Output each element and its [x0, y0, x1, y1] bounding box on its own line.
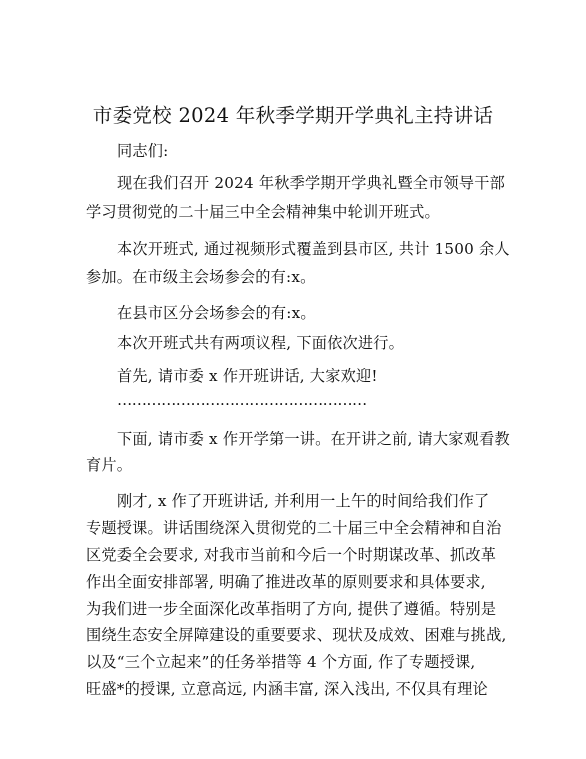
paragraph-3-line-1: 在县市区分会场参会的有:x。	[117, 304, 316, 322]
paragraph-4-line-1: 本次开班式共有两项议程, 下面依次进行。	[117, 334, 405, 352]
paragraph-1-line-1: 现在我们召开 2024 年秋季学期开学典礼暨全市领导干部	[117, 174, 506, 192]
paragraph-7-line-7: 以及“三个立起来”的任务举措等 4 个方面, 作了专题授课,	[86, 653, 476, 671]
paragraph-7-line-2: 专题授课。讲话围绕深入贯彻党的二十届三中全会精神和自治	[86, 519, 502, 537]
document-title: 市委党校 2024 年秋季学期开学典礼主持讲话	[92, 104, 494, 127]
paragraph-6-line-2: 育片。	[86, 456, 133, 474]
salutation: 同志们:	[117, 142, 169, 160]
paragraph-6-line-1: 下面, 请市委 x 作开学第一讲。在开讲之前, 请大家观看教	[117, 430, 510, 448]
paragraph-7-line-1: 刚才, x 作了开班讲话, 并利用一上午的时间给我们作了	[117, 492, 490, 510]
paragraph-7-line-8: 旺盛*的授课, 立意高远, 内涵丰富, 深入浅出, 不仅具有理论	[86, 680, 488, 698]
paragraph-2-line-1: 本次开班式, 通过视频形式覆盖到县市区, 共计 1500 余人	[117, 240, 510, 258]
paragraph-7-line-5: 为我们进一步全面深化改革指明了方向, 提供了遵循。特别是	[86, 600, 497, 618]
paragraph-7-line-4: 作出全面安排部署, 明确了推进改革的原则要求和具体要求,	[86, 573, 486, 591]
paragraph-1-line-2: 学习贯彻党的二十届三中全会精神集中轮训开班式。	[86, 203, 440, 221]
paragraph-2-line-2: 参加。在市级主会场参会的有:x。	[86, 268, 316, 286]
ellipsis-separator: ……………………………………………	[117, 391, 367, 409]
paragraph-5-line-1: 首先, 请市委 x 作开班讲话, 大家欢迎!	[117, 367, 378, 385]
paragraph-7-line-6: 围绕生态安全屏障建设的重要要求、现状及成效、困难与挑战,	[86, 626, 507, 644]
paragraph-7-line-3: 区党委全会要求, 对我市当前和今后一个时期谋改革、抓改革	[86, 546, 497, 564]
